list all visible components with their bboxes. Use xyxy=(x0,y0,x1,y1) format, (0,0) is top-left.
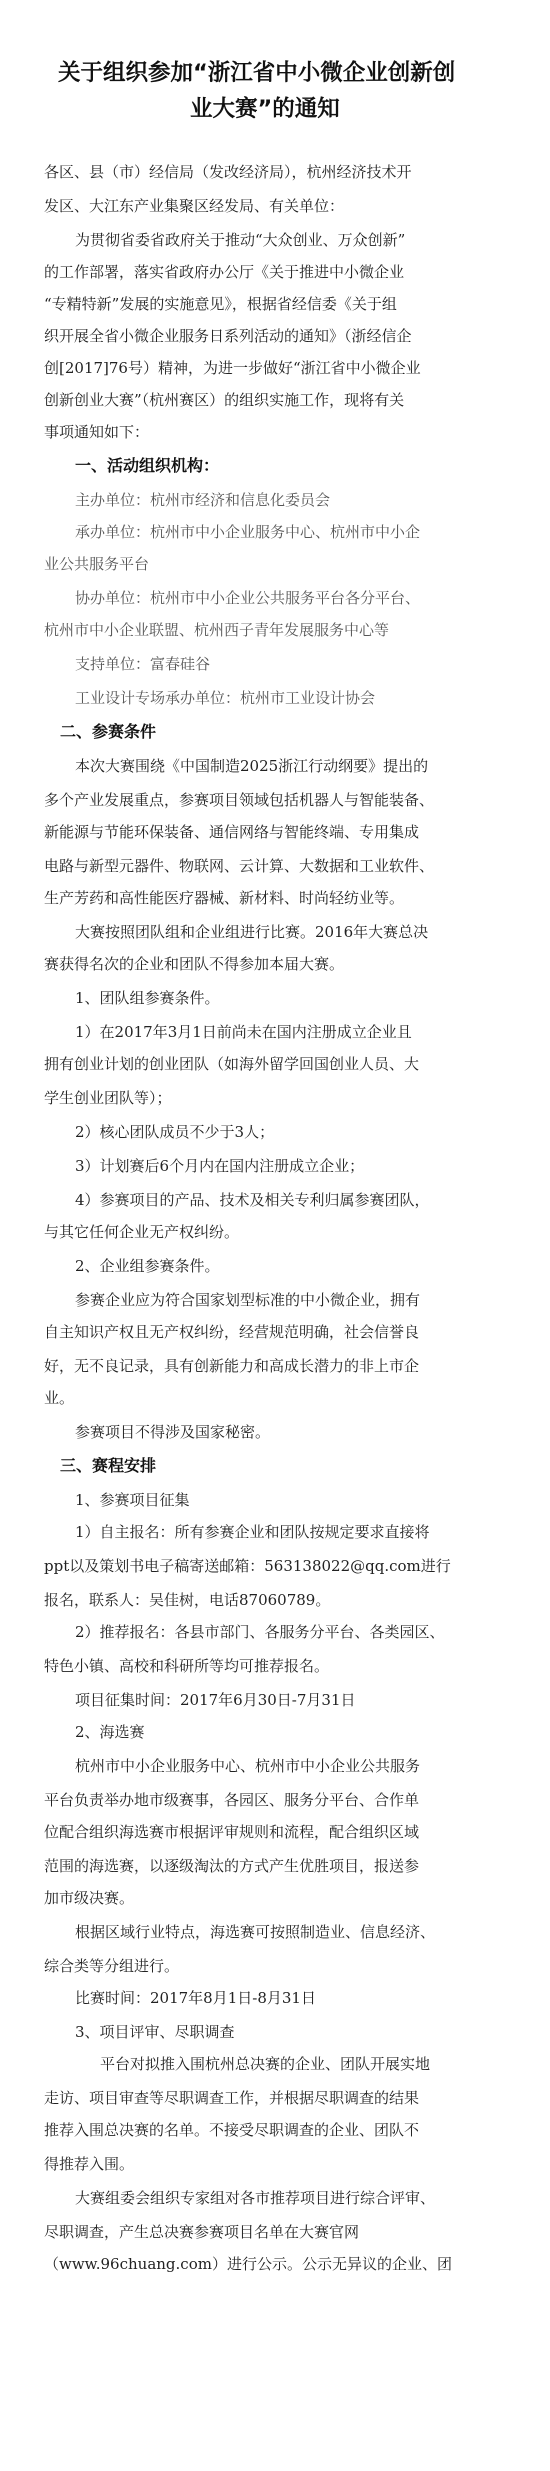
schedule-line: 3、项目评审、尽职调查 xyxy=(75,2023,235,2041)
condition-line: 电路与新型元器件、物联网、云计算、大数据和工业软件、 xyxy=(44,857,435,875)
condition-line: 大赛按照团队组和企业组进行比赛。2016年大赛总决 xyxy=(75,923,429,941)
document-title-line: 关于组织参加“浙江省中小微企业创新创 xyxy=(58,60,456,86)
condition-line: 1）在2017年3月1日前尚未在国内注册成立企业且 xyxy=(75,1023,412,1041)
section-heading: 三、赛程安排 xyxy=(60,1456,157,1475)
condition-line: 本次大赛围绕《中国制造2025浙江行动纲要》提出的 xyxy=(75,757,429,775)
condition-line: 新能源与节能环保装备、通信网络与智能终端、专用集成 xyxy=(44,823,420,841)
schedule-line: 范围的海选赛，以逐级淘汰的方式产生优胜项目，报送参 xyxy=(44,1857,420,1875)
condition-line: 业。 xyxy=(44,1389,75,1407)
condition-line: 2、企业组参赛条件。 xyxy=(75,1257,220,1275)
schedule-line: 平台对拟推入围杭州总决赛的企业、团队开展实地 xyxy=(100,2055,431,2073)
schedule-line: 2、海选赛 xyxy=(75,1723,145,1741)
schedule-line: 1）自主报名：所有参赛企业和团队按规定要求直接将 xyxy=(75,1523,430,1541)
schedule-line: （www.96chuang.com）进行公示。公示无异议的企业、团 xyxy=(44,2255,452,2273)
condition-line: 学生创业团队等）； xyxy=(44,1089,172,1107)
schedule-line: 推荐入围总决赛的名单。不接受尽职调查的企业、团队不 xyxy=(44,2121,420,2139)
org-line: 杭州市中小企业联盟、杭州西子青年发展服务中心等 xyxy=(44,621,390,639)
schedule-line: 平台负责举办地市级赛事，各园区、服务分平台、合作单 xyxy=(44,1791,420,1809)
schedule-line: 加市级决赛。 xyxy=(44,1889,135,1907)
schedule-line: 尽职调查，产生总决赛参赛项目名单在大赛官网 xyxy=(44,2223,360,2241)
condition-line: 参赛项目不得涉及国家秘密。 xyxy=(75,1423,271,1441)
condition-line: 自主知识产权且无产权纠纷，经营规范明确，社会信誉良 xyxy=(44,1323,420,1341)
schedule-line: ppt以及策划书电子稿寄送邮箱：563138022@qq.com进行 xyxy=(44,1557,451,1575)
intro-line: 创新创业大赛”（杭州赛区）的组织实施工作，现将有关 xyxy=(44,391,405,409)
recipient-line: 发区、大江东产业集聚区经发局、有关单位： xyxy=(44,197,345,215)
intro-line: 事项通知如下： xyxy=(44,423,150,441)
condition-line: 参赛企业应为符合国家划型标准的中小微企业，拥有 xyxy=(75,1291,421,1309)
condition-line: 拥有创业计划的创业团队（如海外留学回国创业人员、大 xyxy=(44,1055,420,1073)
schedule-line: 报名，联系人：吴佳树，电话87060789。 xyxy=(44,1591,331,1609)
condition-line: 4）参赛项目的产品、技术及相关专利归属参赛团队， xyxy=(75,1191,430,1209)
org-line: 主办单位：杭州市经济和信息化委员会 xyxy=(75,491,331,509)
condition-line: 与其它任何企业无产权纠纷。 xyxy=(44,1223,240,1241)
schedule-line: 得推荐入围。 xyxy=(44,2155,135,2173)
intro-line: 创[2017]76号）精神，为进一步做好“浙江省中小微企业 xyxy=(44,359,421,377)
section-heading: 一、活动组织机构： xyxy=(75,456,220,475)
schedule-line: 特色小镇、高校和科研所等均可推荐报名。 xyxy=(44,1657,330,1675)
org-line: 协办单位：杭州市中小企业公共服务平台各分平台、 xyxy=(75,589,421,607)
recipient-line: 各区、县（市）经信局（发改经济局），杭州经济技术开 xyxy=(44,163,412,181)
org-line: 承办单位：杭州市中小企业服务中心、杭州市中小企 xyxy=(75,523,421,541)
schedule-line: 比赛时间：2017年8月1日-8月31日 xyxy=(75,1989,316,2007)
condition-line: 好，无不良记录，具有创新能力和高成长潜力的非上市企 xyxy=(44,1357,420,1375)
schedule-line: 项目征集时间：2017年6月30日-7月31日 xyxy=(75,1691,356,1709)
schedule-line: 杭州市中小企业服务中心、杭州市中小企业公共服务 xyxy=(75,1757,421,1775)
document-title-line: 业大赛”的通知 xyxy=(190,96,340,122)
schedule-line: 位配合组织海选赛市根据评审规则和流程，配合组织区域 xyxy=(44,1823,420,1841)
schedule-line: 综合类等分组进行。 xyxy=(44,1957,180,1975)
schedule-line: 2）推荐报名：各县市部门、各服务分平台、各类园区、 xyxy=(75,1623,445,1641)
condition-line: 1、团队组参赛条件。 xyxy=(75,989,220,1007)
condition-line: 3）计划赛后6个月内在国内注册成立企业； xyxy=(75,1157,365,1175)
section-heading: 二、参赛条件 xyxy=(60,722,157,741)
condition-line: 多个产业发展重点，参赛项目领域包括机器人与智能装备、 xyxy=(44,791,435,809)
intro-line: 织开展全省小微企业服务日系列活动的通知》（浙经信企 xyxy=(44,327,412,345)
intro-line: 的工作部署，落实省政府办公厅《关于推进中小微企业 xyxy=(44,263,405,281)
schedule-line: 1、参赛项目征集 xyxy=(75,1491,190,1509)
schedule-line: 走访、项目审查等尽职调查工作，并根据尽职调查的结果 xyxy=(44,2089,420,2107)
schedule-line: 根据区域行业特点，海选赛可按照制造业、信息经济、 xyxy=(75,1923,436,1941)
schedule-line: 大赛组委会组织专家组对各市推荐项目进行综合评审、 xyxy=(75,2189,436,2207)
condition-line: 生产芳药和高性能医疗器械、新材料、时尚轻纺业等。 xyxy=(44,889,405,907)
org-line: 工业设计专场承办单位：杭州市工业设计协会 xyxy=(75,689,376,707)
org-line: 支持单位：富春硅谷 xyxy=(75,655,211,673)
intro-line: 为贯彻省委省政府关于推动“大众创业、万众创新” xyxy=(75,231,406,249)
condition-line: 2）核心团队成员不少于3人； xyxy=(75,1123,275,1141)
intro-line: “专精特新”发展的实施意见》，根据省经信委《关于组 xyxy=(44,295,397,313)
org-line: 业公共服务平台 xyxy=(44,555,150,573)
condition-line: 赛获得名次的企业和团队不得参加本届大赛。 xyxy=(44,955,345,973)
